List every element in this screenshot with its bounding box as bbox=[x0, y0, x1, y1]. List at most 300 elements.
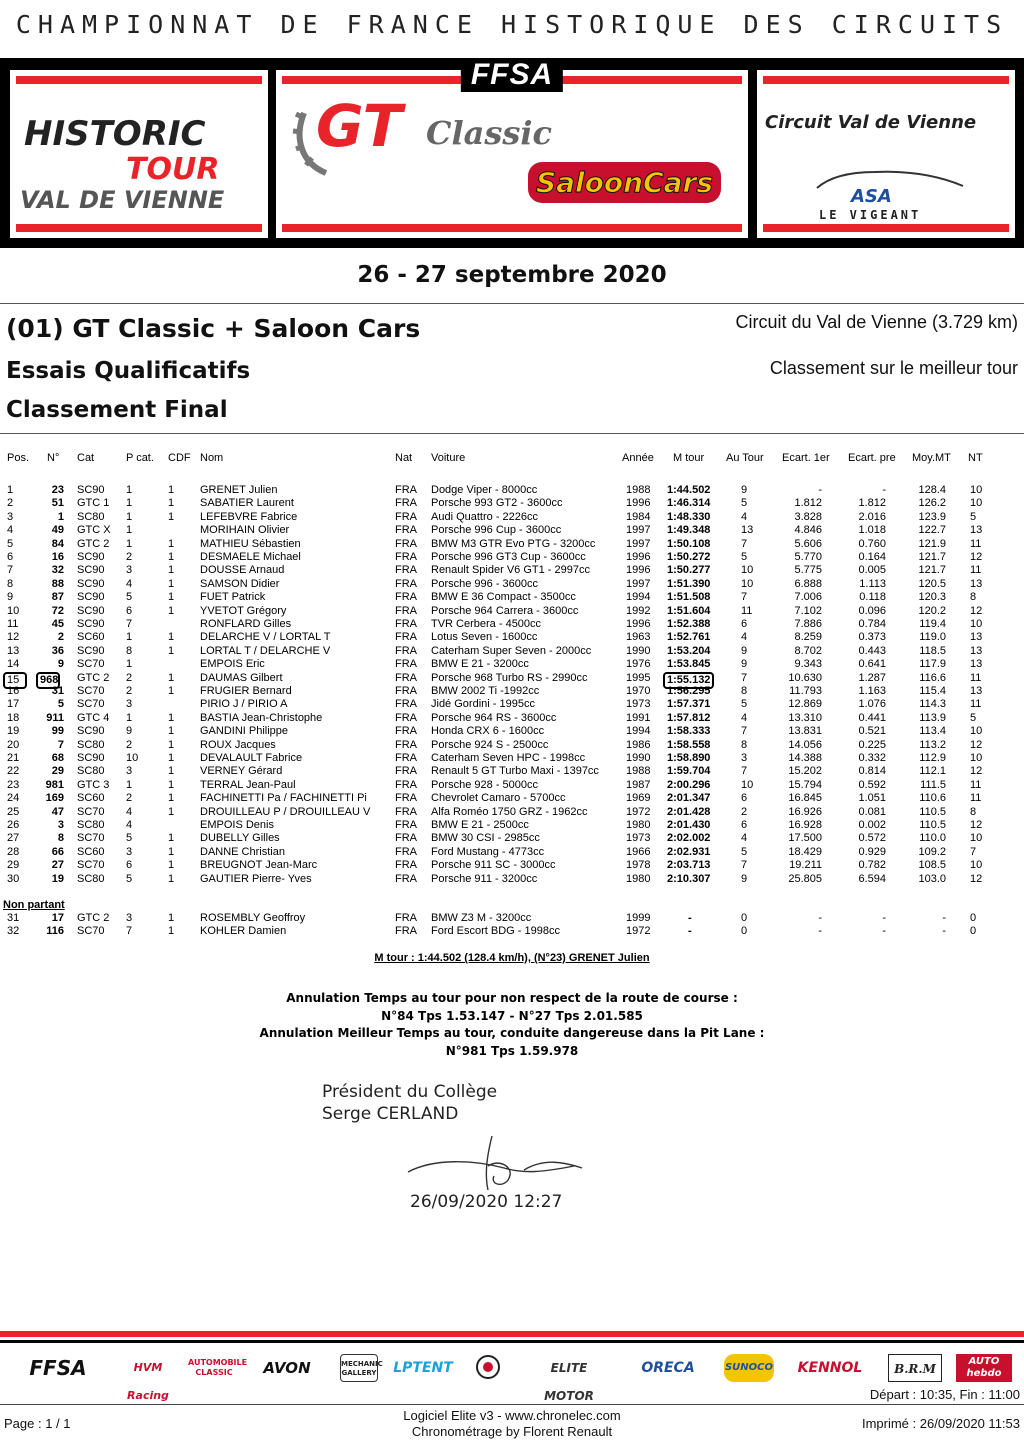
cell-nom: YVETOT Grégory bbox=[200, 604, 287, 617]
cell-pcat: 6 bbox=[126, 859, 133, 872]
cell-moy: 110.5 bbox=[919, 819, 946, 831]
cell-nom: LORTAL T / DELARCHE V bbox=[200, 644, 331, 657]
cell-num: 2 bbox=[57, 631, 64, 644]
cell-nat: FRA bbox=[395, 604, 417, 617]
table-row bbox=[0, 792, 1024, 805]
tour-logo-text: TOUR bbox=[126, 152, 220, 187]
cell-voiture: TVR Cerbera - 4500cc bbox=[431, 618, 542, 630]
cell-nom: KOHLER Damien bbox=[200, 925, 287, 938]
annulation-line-4: N°981 Tps 1.59.978 bbox=[445, 1044, 579, 1058]
cell-voiture: Porsche 996 Cup - 3600cc bbox=[431, 524, 562, 537]
le-vigeant-logo-text: LE VIGEANT bbox=[819, 208, 922, 222]
cell-ecart1: 15.794 bbox=[788, 778, 822, 791]
cell-mtour: 1:50.277 bbox=[667, 564, 711, 577]
cell-pcat: 4 bbox=[126, 577, 133, 590]
cell-ecartp: 0.164 bbox=[858, 551, 886, 563]
cell-nt: 0 bbox=[970, 912, 977, 924]
cell-num: 66 bbox=[51, 845, 64, 858]
cell-cat: GTC 1 bbox=[77, 497, 110, 510]
cell-annee: 1990 bbox=[626, 752, 651, 764]
cell-autour: 4 bbox=[741, 631, 748, 644]
cell-moy: 110.6 bbox=[919, 792, 946, 805]
cell-nt: 10 bbox=[970, 832, 983, 845]
cell-num: 99 bbox=[51, 725, 64, 738]
cell-nom: FACHINETTI Pa / FACHINETTI Pi bbox=[200, 792, 367, 805]
cell-moy: 120.5 bbox=[918, 577, 946, 590]
cell-ecartp: 1.113 bbox=[859, 577, 886, 590]
cell-cat: SC60 bbox=[77, 631, 105, 644]
table-row bbox=[0, 605, 1024, 618]
cell-nt: 12 bbox=[970, 604, 983, 617]
cell-annee: 1978 bbox=[626, 859, 651, 872]
cell-annee: 1976 bbox=[626, 658, 651, 671]
table-row bbox=[0, 698, 1024, 711]
cell-moy: 103.0 bbox=[918, 872, 946, 885]
cell-moy: 115.4 bbox=[919, 685, 946, 697]
cell-ecart1: - bbox=[818, 484, 822, 496]
signature-role: Président du Collège bbox=[322, 1082, 498, 1102]
cell-cdf: 1 bbox=[168, 832, 175, 845]
cell-nt: 13 bbox=[970, 685, 983, 697]
cell-pos: 15 bbox=[3, 672, 27, 689]
cell-cdf: 1 bbox=[168, 537, 175, 550]
cell-cat: GTC 4 bbox=[77, 711, 110, 724]
cell-nom: LEFEBVRE Fabrice bbox=[200, 510, 298, 523]
cell-annee: 1973 bbox=[626, 832, 651, 845]
cell-pos: 10 bbox=[7, 604, 20, 617]
cell-num: 3 bbox=[57, 819, 64, 831]
cell-ecart1: 3.828 bbox=[794, 510, 822, 523]
cell-autour: 5 bbox=[741, 845, 748, 858]
cell-nat: FRA bbox=[395, 631, 417, 644]
cell-ecart1: 7.102 bbox=[794, 604, 822, 617]
table-row bbox=[0, 752, 1024, 765]
cell-nt: 10 bbox=[970, 752, 983, 764]
cell-cat: GTC 3 bbox=[77, 778, 110, 791]
cell-pcat: 3 bbox=[126, 912, 133, 924]
cell-pcat: 2 bbox=[126, 671, 133, 684]
col-autour: Au Tour bbox=[726, 452, 764, 464]
cell-cat: SC90 bbox=[77, 484, 105, 496]
cell-nat: FRA bbox=[395, 685, 417, 697]
cell-ecartp: 0.096 bbox=[858, 604, 886, 617]
divider-table bbox=[0, 433, 1024, 434]
cell-moy: 116.6 bbox=[919, 671, 946, 684]
cell-num: 51 bbox=[51, 497, 64, 510]
cell-pos: 14 bbox=[7, 658, 20, 671]
cell-nt: 11 bbox=[970, 564, 982, 577]
cell-nom: DELARCHE V / LORTAL T bbox=[200, 631, 331, 644]
cell-pos: 4 bbox=[7, 524, 14, 537]
cell-autour: 0 bbox=[741, 912, 748, 924]
sponsor-hvm-logo: HVM Racing bbox=[127, 1361, 169, 1402]
sponsor-elite-motor-logo: ELITE MOTOR bbox=[544, 1361, 594, 1403]
cell-nom: MATHIEU Sébastien bbox=[200, 537, 301, 550]
cell-nt: 13 bbox=[970, 644, 983, 657]
cell-ecart1: - bbox=[818, 912, 822, 924]
cell-ecart1: 14.388 bbox=[788, 752, 822, 764]
cell-cat: SC90 bbox=[77, 564, 105, 577]
cell-ecartp: 1.287 bbox=[858, 671, 886, 684]
cell-voiture: Porsche 911 SC - 3000cc bbox=[431, 859, 556, 872]
cell-cat: SC90 bbox=[77, 752, 105, 764]
cell-ecartp: 0.641 bbox=[858, 658, 886, 671]
cell-nat: FRA bbox=[395, 537, 417, 550]
cell-pcat: 7 bbox=[126, 618, 133, 630]
cell-pcat: 10 bbox=[126, 752, 139, 764]
cell-cat: SC90 bbox=[77, 604, 105, 617]
cell-nom: EMPOIS Denis bbox=[200, 819, 274, 831]
cell-nat: FRA bbox=[395, 564, 417, 577]
cell-ecart1: 7.886 bbox=[794, 618, 822, 630]
val-de-vienne-logo-text: VAL DE VIENNE bbox=[20, 186, 225, 214]
cell-num: 68 bbox=[51, 752, 64, 764]
cell-nt: 13 bbox=[970, 577, 983, 590]
cell-autour: 7 bbox=[741, 537, 748, 550]
cell-pos: 12 bbox=[7, 631, 20, 644]
cell-voiture: BMW E 21 - 2500cc bbox=[431, 819, 529, 831]
cell-autour: 7 bbox=[741, 671, 748, 684]
cell-pos: 5 bbox=[7, 537, 14, 550]
cell-ecart1: 4.846 bbox=[794, 524, 822, 537]
table-row bbox=[0, 806, 1024, 819]
cell-ecartp: - bbox=[882, 484, 886, 496]
cell-cdf: 1 bbox=[168, 711, 175, 724]
table-row bbox=[0, 538, 1024, 551]
cell-nat: FRA bbox=[395, 577, 417, 590]
cell-autour: 7 bbox=[741, 725, 748, 738]
cell-nt: 10 bbox=[970, 484, 983, 496]
cell-voiture: Porsche 993 GT2 - 3600cc bbox=[431, 497, 563, 510]
cell-pcat: 2 bbox=[126, 685, 133, 697]
cell-annee: 1969 bbox=[626, 792, 651, 805]
cell-ecartp: 0.332 bbox=[858, 752, 886, 764]
sponsor-avon-logo: AVON bbox=[263, 1359, 311, 1377]
cell-pcat: 2 bbox=[126, 551, 133, 563]
cell-moy: 112.1 bbox=[919, 765, 946, 778]
footer-stripe-black bbox=[0, 1340, 1024, 1343]
cell-voiture: Porsche 964 RS - 3600cc bbox=[431, 711, 557, 724]
cell-nat: FRA bbox=[395, 551, 417, 563]
cell-num: 45 bbox=[51, 618, 64, 630]
cell-autour: 6 bbox=[741, 792, 748, 805]
col-voiture: Voiture bbox=[431, 452, 466, 464]
cell-num: 19 bbox=[51, 872, 64, 885]
cell-nat: FRA bbox=[395, 819, 417, 831]
table-row bbox=[0, 524, 1024, 537]
cell-ecartp: 0.443 bbox=[858, 644, 886, 657]
cell-cdf: 1 bbox=[168, 644, 175, 657]
cell-autour: 8 bbox=[741, 738, 748, 751]
cell-moy: 109.2 bbox=[918, 845, 946, 858]
cell-pos: 30 bbox=[7, 872, 20, 885]
cell-moy: 120.2 bbox=[918, 604, 946, 617]
cell-mtour: 1:56.295 bbox=[667, 685, 711, 697]
cell-mtour: 1:51.604 bbox=[667, 604, 711, 617]
col-moy: Moy.MT bbox=[912, 452, 951, 464]
cell-pcat: 6 bbox=[126, 604, 133, 617]
cell-pos: 2 bbox=[7, 497, 14, 510]
cell-cdf: 1 bbox=[168, 591, 175, 604]
cell-moy: 128.4 bbox=[918, 484, 946, 496]
cell-voiture: Porsche 964 Carrera - 3600cc bbox=[431, 604, 579, 617]
cell-nom: ROUX Jacques bbox=[200, 738, 276, 751]
cell-pos: 9 bbox=[7, 591, 14, 604]
cell-pos: 20 bbox=[7, 738, 20, 751]
cell-autour: 8 bbox=[741, 685, 748, 697]
table-row bbox=[0, 564, 1024, 577]
circuit-info: Circuit du Val de Vienne (3.729 km) bbox=[735, 312, 1018, 332]
col-pos: Pos. bbox=[7, 452, 30, 464]
cell-annee: 1996 bbox=[626, 551, 651, 563]
cell-voiture: Caterham Super Seven - 2000cc bbox=[431, 644, 592, 657]
cell-cat: SC80 bbox=[77, 872, 105, 885]
cell-voiture: BMW 2002 Ti -1992cc bbox=[431, 685, 540, 697]
cell-ecartp: 0.572 bbox=[858, 832, 886, 845]
cell-annee: 1994 bbox=[626, 725, 651, 738]
cell-ecart1: 19.211 bbox=[789, 859, 822, 872]
cell-cat: SC70 bbox=[77, 698, 105, 711]
table-row bbox=[0, 511, 1024, 524]
cell-moy: 118.5 bbox=[919, 644, 946, 657]
sponsor-mechanic-gallery-logo: MECHANIC GALLERY bbox=[340, 1354, 378, 1382]
col-num: N° bbox=[47, 452, 60, 464]
cell-moy: 120.3 bbox=[918, 591, 946, 604]
cell-pos: 7 bbox=[7, 564, 14, 577]
cell-ecartp: 0.118 bbox=[859, 591, 886, 604]
cell-nt: 8 bbox=[970, 591, 977, 604]
cell-nat: FRA bbox=[395, 671, 417, 684]
table-row bbox=[0, 591, 1024, 604]
cell-pcat: 1 bbox=[126, 631, 133, 644]
cell-cat: SC90 bbox=[77, 644, 105, 657]
cell-mtour: 1:49.348 bbox=[667, 524, 711, 537]
cell-num: 23 bbox=[51, 484, 64, 496]
cell-num: 47 bbox=[51, 805, 64, 818]
cell-ecart1: 8.702 bbox=[794, 644, 822, 657]
cell-cdf: 1 bbox=[168, 859, 175, 872]
cell-ecart1: 15.202 bbox=[788, 765, 822, 778]
cell-cdf: 1 bbox=[168, 738, 175, 751]
cell-nom: VERNEY Gérard bbox=[200, 765, 283, 778]
cell-pcat: 3 bbox=[126, 765, 133, 778]
cell-moy: 121.9 bbox=[918, 537, 946, 550]
cell-cat: GTC 2 bbox=[77, 671, 110, 684]
cell-mtour: 2:01.428 bbox=[667, 805, 711, 818]
cell-mtour: 1:52.388 bbox=[667, 618, 711, 630]
cell-nom: GANDINI Philippe bbox=[200, 725, 289, 738]
cell-moy: 121.7 bbox=[918, 551, 946, 563]
cell-voiture: Porsche 968 Turbo RS - 2990cc bbox=[431, 671, 588, 684]
cell-nat: FRA bbox=[395, 658, 417, 671]
cell-cdf: 1 bbox=[168, 564, 175, 577]
cell-nat: FRA bbox=[395, 497, 417, 510]
cell-num: 116 bbox=[46, 925, 64, 938]
cell-num: 29 bbox=[51, 765, 64, 778]
cell-ecartp: 1.076 bbox=[858, 698, 886, 711]
table-row bbox=[0, 832, 1024, 845]
table-row bbox=[0, 645, 1024, 658]
cell-annee: 1987 bbox=[626, 778, 651, 791]
cell-nt: 12 bbox=[970, 738, 983, 751]
cell-nat: FRA bbox=[395, 510, 417, 523]
session-title: Essais Qualificatifs bbox=[6, 358, 251, 384]
table-row bbox=[0, 765, 1024, 778]
cell-annee: 1984 bbox=[626, 510, 651, 523]
cell-pos: 1 bbox=[7, 484, 14, 496]
cell-moy: 119.0 bbox=[919, 631, 946, 644]
cell-nom: DOUSSE Arnaud bbox=[200, 564, 285, 577]
cell-pcat: 3 bbox=[126, 698, 133, 711]
table-row bbox=[0, 484, 1024, 497]
cell-autour: 5 bbox=[741, 698, 748, 711]
cell-num: 169 bbox=[45, 792, 64, 805]
cell-mtour: - bbox=[688, 925, 692, 938]
cell-num: 7 bbox=[57, 738, 64, 751]
cell-cat: SC80 bbox=[77, 765, 105, 778]
cell-num: 27 bbox=[51, 859, 64, 872]
logo-banner bbox=[0, 58, 1024, 248]
cell-voiture: Ford Escort BDG - 1998cc bbox=[431, 925, 560, 938]
cell-ecart1: 10.630 bbox=[788, 671, 822, 684]
annulation-line-1: Annulation Temps au tour pour non respect de la route de course : bbox=[286, 991, 738, 1005]
circuit-val-de-vienne-logo: Circuit Val de Vienne bbox=[765, 112, 977, 133]
footer-divider bbox=[0, 1404, 1024, 1405]
cell-pos: 32 bbox=[7, 925, 20, 938]
cell-ecartp: 6.594 bbox=[858, 872, 886, 885]
cell-pcat: 1 bbox=[126, 510, 133, 523]
cell-pos: 25 bbox=[7, 805, 20, 818]
cell-ecart1: 12.869 bbox=[788, 698, 822, 711]
cell-voiture: BMW Z3 M - 3200cc bbox=[431, 912, 532, 924]
cell-ecartp: 1.163 bbox=[858, 685, 886, 697]
col-cdf: CDF bbox=[168, 452, 191, 464]
cell-cdf: 1 bbox=[168, 845, 175, 858]
cell-cdf: 1 bbox=[168, 604, 175, 617]
cell-cat: SC70 bbox=[77, 925, 105, 938]
cell-annee: 1966 bbox=[626, 845, 651, 858]
cell-moy: 114.3 bbox=[919, 698, 946, 711]
cell-mtour: 2:01.430 bbox=[667, 819, 711, 831]
cell-mtour: 1:50.108 bbox=[667, 537, 711, 550]
cell-annee: 1980 bbox=[626, 819, 651, 831]
cell-voiture: Porsche 996 - 3600cc bbox=[431, 577, 539, 590]
handwritten-signature bbox=[404, 1128, 588, 1198]
table-row bbox=[0, 578, 1024, 591]
cell-pos: 3 bbox=[7, 510, 14, 523]
cell-moy: 110.0 bbox=[919, 832, 946, 845]
cell-pcat: 1 bbox=[126, 484, 133, 496]
saloon-cars-logo-text: SaloonCars bbox=[528, 162, 721, 203]
cell-cat: SC60 bbox=[77, 792, 105, 805]
cell-pcat: 5 bbox=[126, 832, 133, 845]
col-nt: NT bbox=[968, 452, 983, 464]
cell-voiture: Renault 5 GT Turbo Maxi - 1397cc bbox=[431, 765, 599, 778]
cell-annee: 1994 bbox=[626, 591, 651, 604]
cell-pos: 21 bbox=[7, 752, 20, 764]
results-table-header bbox=[0, 452, 1024, 466]
cell-autour: 4 bbox=[741, 711, 748, 724]
cell-moy: 126.2 bbox=[918, 497, 946, 510]
cell-nt: 12 bbox=[970, 819, 983, 831]
cell-nt: 11 bbox=[970, 698, 982, 711]
col-annee: Année bbox=[622, 452, 654, 464]
cell-cat: SC60 bbox=[77, 845, 105, 858]
cell-moy: 113.4 bbox=[919, 725, 946, 738]
table-row bbox=[0, 846, 1024, 859]
cell-moy: 112.9 bbox=[919, 752, 946, 764]
sponsor-lptent-logo: LPTENT bbox=[393, 1360, 453, 1376]
cell-nat: FRA bbox=[395, 832, 417, 845]
cell-nom: DEVALAULT Fabrice bbox=[200, 752, 303, 764]
cell-ecart1: 5.775 bbox=[794, 564, 822, 577]
table-row bbox=[0, 725, 1024, 738]
cell-autour: 3 bbox=[741, 752, 748, 764]
cell-annee: 1996 bbox=[626, 497, 651, 510]
cell-nat: FRA bbox=[395, 591, 417, 604]
cell-pcat: 2 bbox=[126, 792, 133, 805]
cell-ecart1: 5.770 bbox=[794, 551, 822, 563]
cell-ecartp: 0.373 bbox=[858, 631, 886, 644]
cell-cdf: 1 bbox=[168, 685, 175, 697]
cell-nat: FRA bbox=[395, 738, 417, 751]
cell-ecartp: 0.225 bbox=[858, 738, 886, 751]
cell-autour: 7 bbox=[741, 765, 748, 778]
cell-nt: 10 bbox=[970, 618, 983, 630]
signature-datetime: 26/09/2020 12:27 bbox=[410, 1192, 563, 1212]
classement-basis: Classement sur le meilleur tour bbox=[769, 358, 1018, 378]
cell-num: 36 bbox=[51, 644, 64, 657]
cell-autour: 2 bbox=[741, 805, 748, 818]
cell-ecart1: 16.845 bbox=[788, 792, 822, 805]
col-ecartp: Ecart. pre bbox=[848, 452, 896, 464]
cell-autour: 11 bbox=[741, 604, 753, 617]
event-dates: 26 - 27 septembre 2020 bbox=[357, 262, 667, 288]
cell-nom: DUBELLY Gilles bbox=[200, 832, 280, 845]
classement-title: Classement Final bbox=[6, 397, 228, 423]
cell-nt: 10 bbox=[970, 859, 983, 872]
cell-autour: 9 bbox=[741, 658, 748, 671]
cell-nt: 13 bbox=[970, 658, 983, 671]
cell-pos: 31 bbox=[7, 912, 20, 924]
cell-annee: 1997 bbox=[626, 537, 651, 550]
cell-nom: DROUILLEAU P / DROUILLEAU V bbox=[200, 805, 371, 818]
cell-ecartp: 1.051 bbox=[858, 792, 886, 805]
cell-ecartp: 0.002 bbox=[858, 819, 886, 831]
historic-logo-text: HISTORIC bbox=[24, 114, 206, 154]
cell-nt: 7 bbox=[970, 845, 977, 858]
cell-nom: PIRIO J / PIRIO A bbox=[200, 698, 288, 711]
cell-pcat: 2 bbox=[126, 738, 133, 751]
cell-autour: 6 bbox=[741, 618, 748, 630]
col-cat: Cat bbox=[77, 452, 95, 464]
cell-autour: 5 bbox=[741, 497, 748, 510]
circuit-panel bbox=[757, 70, 1015, 238]
cell-annee: 1990 bbox=[626, 644, 651, 657]
asa-logo-text: ASA bbox=[851, 186, 892, 207]
cell-annee: 1997 bbox=[626, 577, 651, 590]
cell-ecartp: 0.760 bbox=[858, 537, 886, 550]
cell-voiture: Jidé Gordini - 1995cc bbox=[431, 698, 535, 711]
cell-moy: - bbox=[942, 912, 946, 924]
cell-mtour: 1:52.761 bbox=[667, 631, 711, 644]
cell-annee: 1963 bbox=[626, 631, 651, 644]
cell-cdf: 1 bbox=[168, 778, 175, 791]
table-row bbox=[0, 779, 1024, 792]
cell-ecartp: 0.005 bbox=[858, 564, 886, 577]
cell-autour: 4 bbox=[741, 832, 748, 845]
cell-autour: 0 bbox=[741, 925, 748, 938]
